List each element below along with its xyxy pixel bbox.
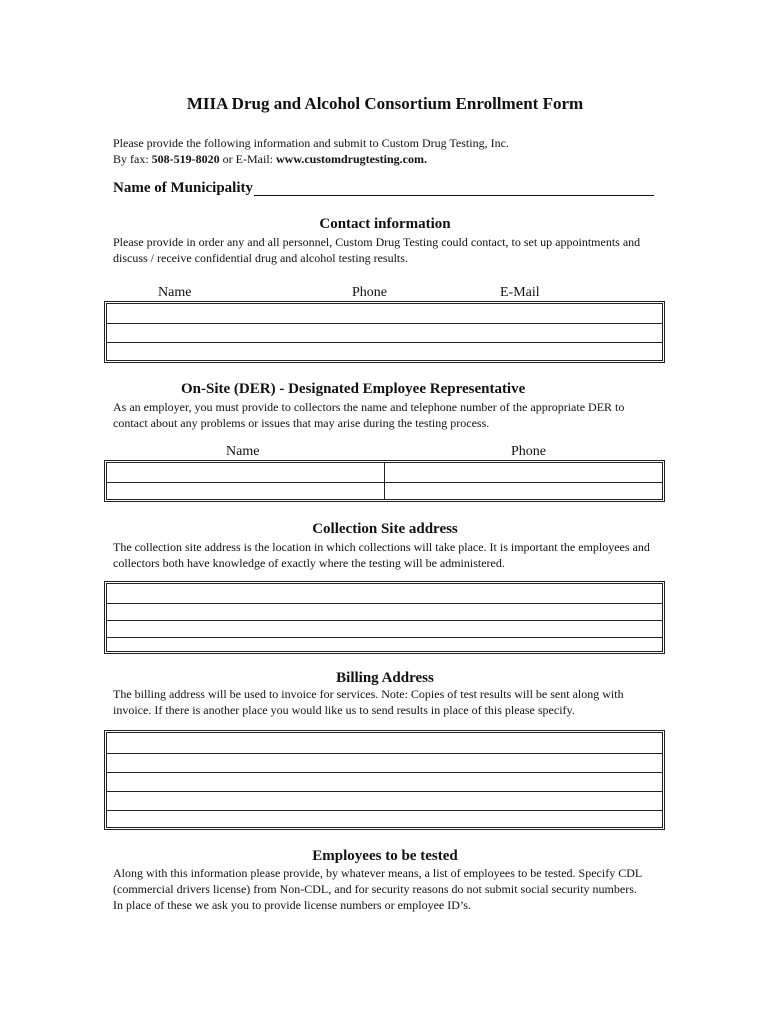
fax-number: 508-519-8020 [151, 152, 220, 166]
table-row[interactable] [107, 324, 662, 343]
der-col-phone: Phone [511, 444, 546, 459]
der-description: As an employer, you must provide to collectors the name and telephone number of the appropriate DER to contact about any problems or issues that may arise during the testing process. [113, 400, 625, 430]
table-row[interactable] [107, 638, 662, 651]
billing-table [104, 730, 665, 830]
intro-line: Please provide the following information and submit to Custom Drug Testing, Inc. [113, 136, 509, 150]
contact-table [104, 301, 665, 363]
contact-description: Please provide in order any and all personnel, Custom Drug Testing could contact, to set up appointments and discuss / receive confidential drug and alcohol testing results. [113, 235, 641, 265]
der-heading: On-Site (DER) - Designated Employee Representative [181, 381, 526, 397]
collection-description: The collection site address is the location in which collections will take place. It is important the employees and collectors both have knowledge of exactly where the testing will be administered. [113, 540, 650, 570]
collection-table [104, 581, 665, 654]
contact-col-name: Name [158, 285, 192, 300]
der-col-name: Name [226, 444, 260, 459]
municipality-label: Name of Municipality [113, 180, 253, 196]
der-name-cell[interactable] [107, 463, 384, 482]
table-row[interactable] [107, 754, 662, 773]
table-row[interactable] [107, 604, 662, 621]
table-row[interactable] [107, 343, 662, 360]
table-row[interactable] [107, 811, 662, 827]
table-row[interactable] [107, 733, 662, 754]
der-table [104, 460, 665, 502]
table-row [107, 463, 662, 483]
table-row[interactable] [107, 792, 662, 811]
collection-heading: Collection Site address [312, 521, 458, 537]
municipality-field[interactable] [254, 195, 654, 196]
form-title: MIIA Drug and Alcohol Consortium Enrollment Form [186, 94, 584, 113]
table-row [107, 483, 662, 499]
table-row[interactable] [107, 773, 662, 792]
der-name-cell[interactable] [107, 483, 384, 499]
intro-contact-line: By fax: 508-519-8020 or E-Mail: www.customdrugtesting.com. [113, 152, 427, 166]
intro-text [113, 135, 673, 167]
table-row[interactable] [107, 304, 662, 324]
contact-col-phone: Phone [352, 285, 387, 300]
der-phone-cell[interactable] [384, 463, 662, 482]
employees-description: Along with this information please provide, by whatever means, a list of employees to be tested. Specify CDL (commercial drivers license) from Non-CDL, and for security reasons do not submit social security numbers. In place of these we ask you to provide license numbers or employee ID’s. [113, 866, 642, 912]
contact-col-email: E-Mail [500, 285, 540, 300]
table-row[interactable] [107, 621, 662, 638]
website-link[interactable]: www.customdrugtesting.com. [276, 152, 427, 166]
table-row[interactable] [107, 584, 662, 604]
billing-heading: Billing Address [336, 670, 434, 686]
der-phone-cell[interactable] [384, 483, 662, 499]
employees-heading: Employees to be tested [312, 848, 458, 864]
billing-description: The billing address will be used to invoice for services. Note: Copies of test results will be sent along with invoice. If there is another place you would like us to send results in place of this please specify. [113, 687, 624, 717]
contact-heading: Contact information [319, 216, 451, 232]
